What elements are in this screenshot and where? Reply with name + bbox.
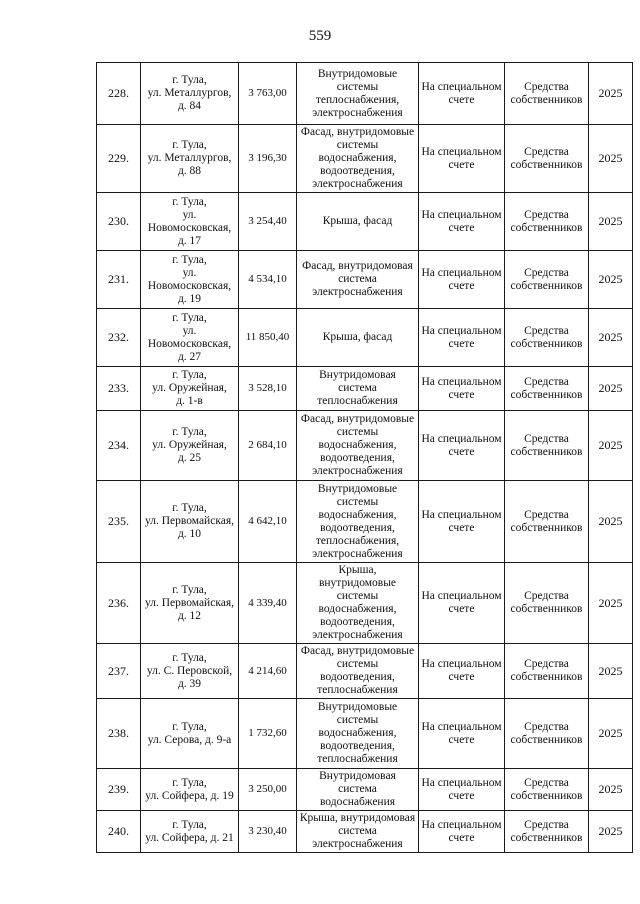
year-cell: 2025 bbox=[589, 699, 633, 769]
address-cell: г. Тула, ул. Новомосковская, д. 19 bbox=[141, 251, 239, 309]
method-cell: На специальном счете bbox=[419, 251, 505, 309]
address-cell: г. Тула, ул. Серова, д. 9-а bbox=[141, 699, 239, 769]
address-cell: г. Тула, ул. С. Перовской, д. 39 bbox=[141, 644, 239, 699]
works-cell: Крыша, внутридомовая система электроснабжения bbox=[297, 811, 419, 853]
address-cell: г. Тула, ул. Новомосковская, д. 27 bbox=[141, 309, 239, 367]
source-cell: Средства собственников bbox=[505, 367, 589, 411]
table-body bbox=[97, 63, 633, 853]
works-cell: Фасад, внутридомовые системы водоснабжения, водоотведения, электроснабжения bbox=[297, 125, 419, 193]
area-cell: 2 684,10 bbox=[239, 411, 297, 481]
area-cell: 3 250,00 bbox=[239, 769, 297, 811]
row-number: 235. bbox=[97, 481, 141, 563]
works-cell: Внутридомовые системы водоснабжения, водоотведения, теплоснабжения bbox=[297, 699, 419, 769]
works-cell: Внутридомовые системы водоснабжения, водоотведения, теплоснабжения, электроснабжения bbox=[297, 481, 419, 563]
method-cell: На специальном счете bbox=[419, 699, 505, 769]
table-row bbox=[97, 367, 633, 411]
source-cell: Средства собственников bbox=[505, 563, 589, 644]
works-cell: Фасад, внутридомовая система электроснабжения bbox=[297, 251, 419, 309]
source-cell: Средства собственников bbox=[505, 481, 589, 563]
row-number: 238. bbox=[97, 699, 141, 769]
table-row bbox=[97, 63, 633, 125]
table-row bbox=[97, 481, 633, 563]
table-row bbox=[97, 309, 633, 367]
method-cell: На специальном счете bbox=[419, 769, 505, 811]
area-cell: 4 339,40 bbox=[239, 563, 297, 644]
address-cell: г. Тула, ул. Первомайская, д. 12 bbox=[141, 563, 239, 644]
address-cell: г. Тула, ул. Первомайская, д. 10 bbox=[141, 481, 239, 563]
works-cell: Внутридомовая система водоснабжения bbox=[297, 769, 419, 811]
address-cell: г. Тула, ул. Металлургов, д. 88 bbox=[141, 125, 239, 193]
row-number: 239. bbox=[97, 769, 141, 811]
source-cell: Средства собственников bbox=[505, 411, 589, 481]
source-cell: Средства собственников bbox=[505, 699, 589, 769]
year-cell: 2025 bbox=[589, 367, 633, 411]
row-number: 228. bbox=[97, 63, 141, 125]
works-cell: Внутридомовые системы теплоснабжения, электроснабжения bbox=[297, 63, 419, 125]
row-number: 229. bbox=[97, 125, 141, 193]
area-cell: 11 850,40 bbox=[239, 309, 297, 367]
year-cell: 2025 bbox=[589, 63, 633, 125]
method-cell: На специальном счете bbox=[419, 411, 505, 481]
row-number: 232. bbox=[97, 309, 141, 367]
area-cell: 4 214,60 bbox=[239, 644, 297, 699]
table-row bbox=[97, 699, 633, 769]
area-cell: 3 230,40 bbox=[239, 811, 297, 853]
source-cell: Средства собственников bbox=[505, 811, 589, 853]
address-cell: г. Тула, ул. Новомосковская, д. 17 bbox=[141, 193, 239, 251]
row-number: 230. bbox=[97, 193, 141, 251]
table-row bbox=[97, 769, 633, 811]
method-cell: На специальном счете bbox=[419, 309, 505, 367]
year-cell: 2025 bbox=[589, 251, 633, 309]
row-number: 233. bbox=[97, 367, 141, 411]
year-cell: 2025 bbox=[589, 125, 633, 193]
works-cell: Крыша, фасад bbox=[297, 309, 419, 367]
area-cell: 1 732,60 bbox=[239, 699, 297, 769]
method-cell: На специальном счете bbox=[419, 644, 505, 699]
source-cell: Средства собственников bbox=[505, 251, 589, 309]
source-cell: Средства собственников bbox=[505, 309, 589, 367]
works-cell: Фасад, внутридомовые системы водоотведения, теплоснабжения bbox=[297, 644, 419, 699]
method-cell: На специальном счете bbox=[419, 481, 505, 563]
address-cell: г. Тула, ул. Оружейная, д. 25 bbox=[141, 411, 239, 481]
year-cell: 2025 bbox=[589, 644, 633, 699]
table-row bbox=[97, 125, 633, 193]
source-cell: Средства собственников bbox=[505, 644, 589, 699]
table-row bbox=[97, 811, 633, 853]
method-cell: На специальном счете bbox=[419, 193, 505, 251]
year-cell: 2025 bbox=[589, 481, 633, 563]
address-cell: г. Тула, ул. Оружейная, д. 1-в bbox=[141, 367, 239, 411]
row-number: 231. bbox=[97, 251, 141, 309]
area-cell: 4 642,10 bbox=[239, 481, 297, 563]
year-cell: 2025 bbox=[589, 563, 633, 644]
row-number: 234. bbox=[97, 411, 141, 481]
works-cell: Крыша, фасад bbox=[297, 193, 419, 251]
method-cell: На специальном счете bbox=[419, 367, 505, 411]
address-cell: г. Тула, ул. Металлургов, д. 84 bbox=[141, 63, 239, 125]
year-cell: 2025 bbox=[589, 193, 633, 251]
area-cell: 4 534,10 bbox=[239, 251, 297, 309]
address-cell: г. Тула, ул. Сойфера, д. 21 bbox=[141, 811, 239, 853]
area-cell: 3 528,10 bbox=[239, 367, 297, 411]
year-cell: 2025 bbox=[589, 769, 633, 811]
source-cell: Средства собственников bbox=[505, 125, 589, 193]
row-number: 236. bbox=[97, 563, 141, 644]
works-cell: Внутридомовая система теплоснабжения bbox=[297, 367, 419, 411]
address-cell: г. Тула, ул. Сойфера, д. 19 bbox=[141, 769, 239, 811]
year-cell: 2025 bbox=[589, 411, 633, 481]
method-cell: На специальном счете bbox=[419, 125, 505, 193]
works-cell: Фасад, внутридомовые системы водоснабжения, водоотведения, электроснабжения bbox=[297, 411, 419, 481]
table-row bbox=[97, 563, 633, 644]
row-number: 240. bbox=[97, 811, 141, 853]
source-cell: Средства собственников bbox=[505, 63, 589, 125]
method-cell: На специальном счете bbox=[419, 63, 505, 125]
area-cell: 3 763,00 bbox=[239, 63, 297, 125]
year-cell: 2025 bbox=[589, 811, 633, 853]
source-cell: Средства собственников bbox=[505, 193, 589, 251]
area-cell: 3 196,30 bbox=[239, 125, 297, 193]
table-row bbox=[97, 251, 633, 309]
repair-schedule-table bbox=[96, 62, 633, 853]
table-row bbox=[97, 193, 633, 251]
row-number: 237. bbox=[97, 644, 141, 699]
method-cell: На специальном счете bbox=[419, 811, 505, 853]
works-cell: Крыша, внутридомовые системы водоснабжения, водоотведения, электроснабжения bbox=[297, 563, 419, 644]
year-cell: 2025 bbox=[589, 309, 633, 367]
table-row bbox=[97, 644, 633, 699]
source-cell: Средства собственников bbox=[505, 769, 589, 811]
page-number: 559 bbox=[308, 28, 332, 44]
table-row bbox=[97, 411, 633, 481]
area-cell: 3 254,40 bbox=[239, 193, 297, 251]
method-cell: На специальном счете bbox=[419, 563, 505, 644]
